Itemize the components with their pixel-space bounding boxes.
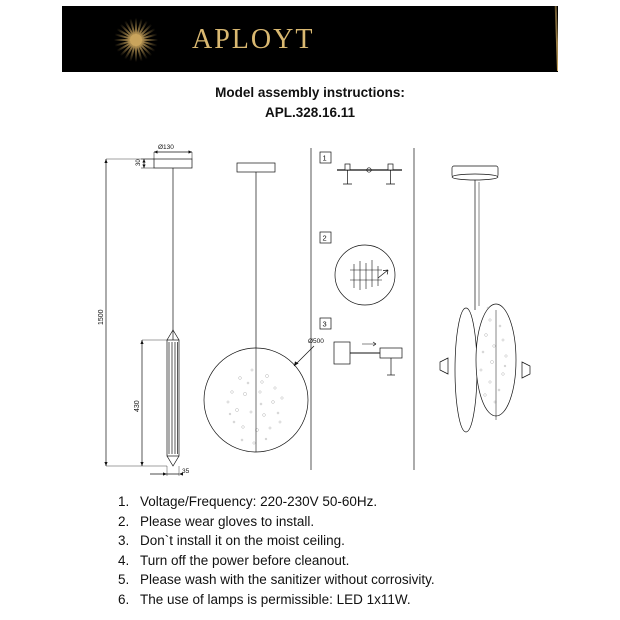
list-item [118, 551, 558, 571]
list-item [118, 531, 558, 551]
note-text: Please wash with the sanitizer without corrosivity. [140, 572, 435, 587]
sunburst-icon [114, 18, 158, 62]
note-text: Turn off the power before cleanout. [140, 552, 350, 568]
brand-name: APLOYT [192, 24, 315, 55]
list-item [118, 492, 558, 512]
note-number: 2. [118, 513, 130, 529]
note-number: 3. [118, 533, 130, 548]
fan-rays-icon [438, 6, 558, 72]
note-text: Voltage/Frequency: 220-230V 50-60Hz. [140, 494, 378, 509]
model-number: APL.328.16.11 [264, 105, 356, 120]
note-number: 4. [118, 552, 130, 568]
svg-text:1: 1 [322, 153, 327, 163]
svg-text:3: 3 [322, 319, 327, 329]
svg-text:30: 30 [136, 159, 142, 166]
svg-text:2: 2 [322, 233, 327, 243]
note-text: The use of lamps is permissible: LED 1x11W. [140, 591, 411, 607]
page-title: Model assembly instructions: [215, 85, 405, 100]
list-item [118, 512, 558, 532]
list-item [118, 590, 558, 610]
title-block [0, 83, 620, 123]
note-number: 5. [118, 572, 130, 587]
note-text: Please wear gloves to install. [140, 513, 315, 529]
svg-text:Ø130: Ø130 [158, 144, 174, 151]
svg-text:35: 35 [182, 468, 190, 475]
svg-text:Ø500: Ø500 [308, 338, 324, 345]
brand-header [62, 6, 558, 72]
note-number: 6. [118, 591, 130, 607]
svg-text:1500: 1500 [98, 309, 105, 325]
technical-drawing [62, 130, 558, 480]
list-item [118, 570, 558, 590]
note-number: 1. [118, 494, 130, 509]
notes-list [118, 492, 558, 609]
svg-text:430: 430 [134, 400, 141, 412]
note-text: Don`t install it on the moist ceiling. [140, 533, 345, 548]
